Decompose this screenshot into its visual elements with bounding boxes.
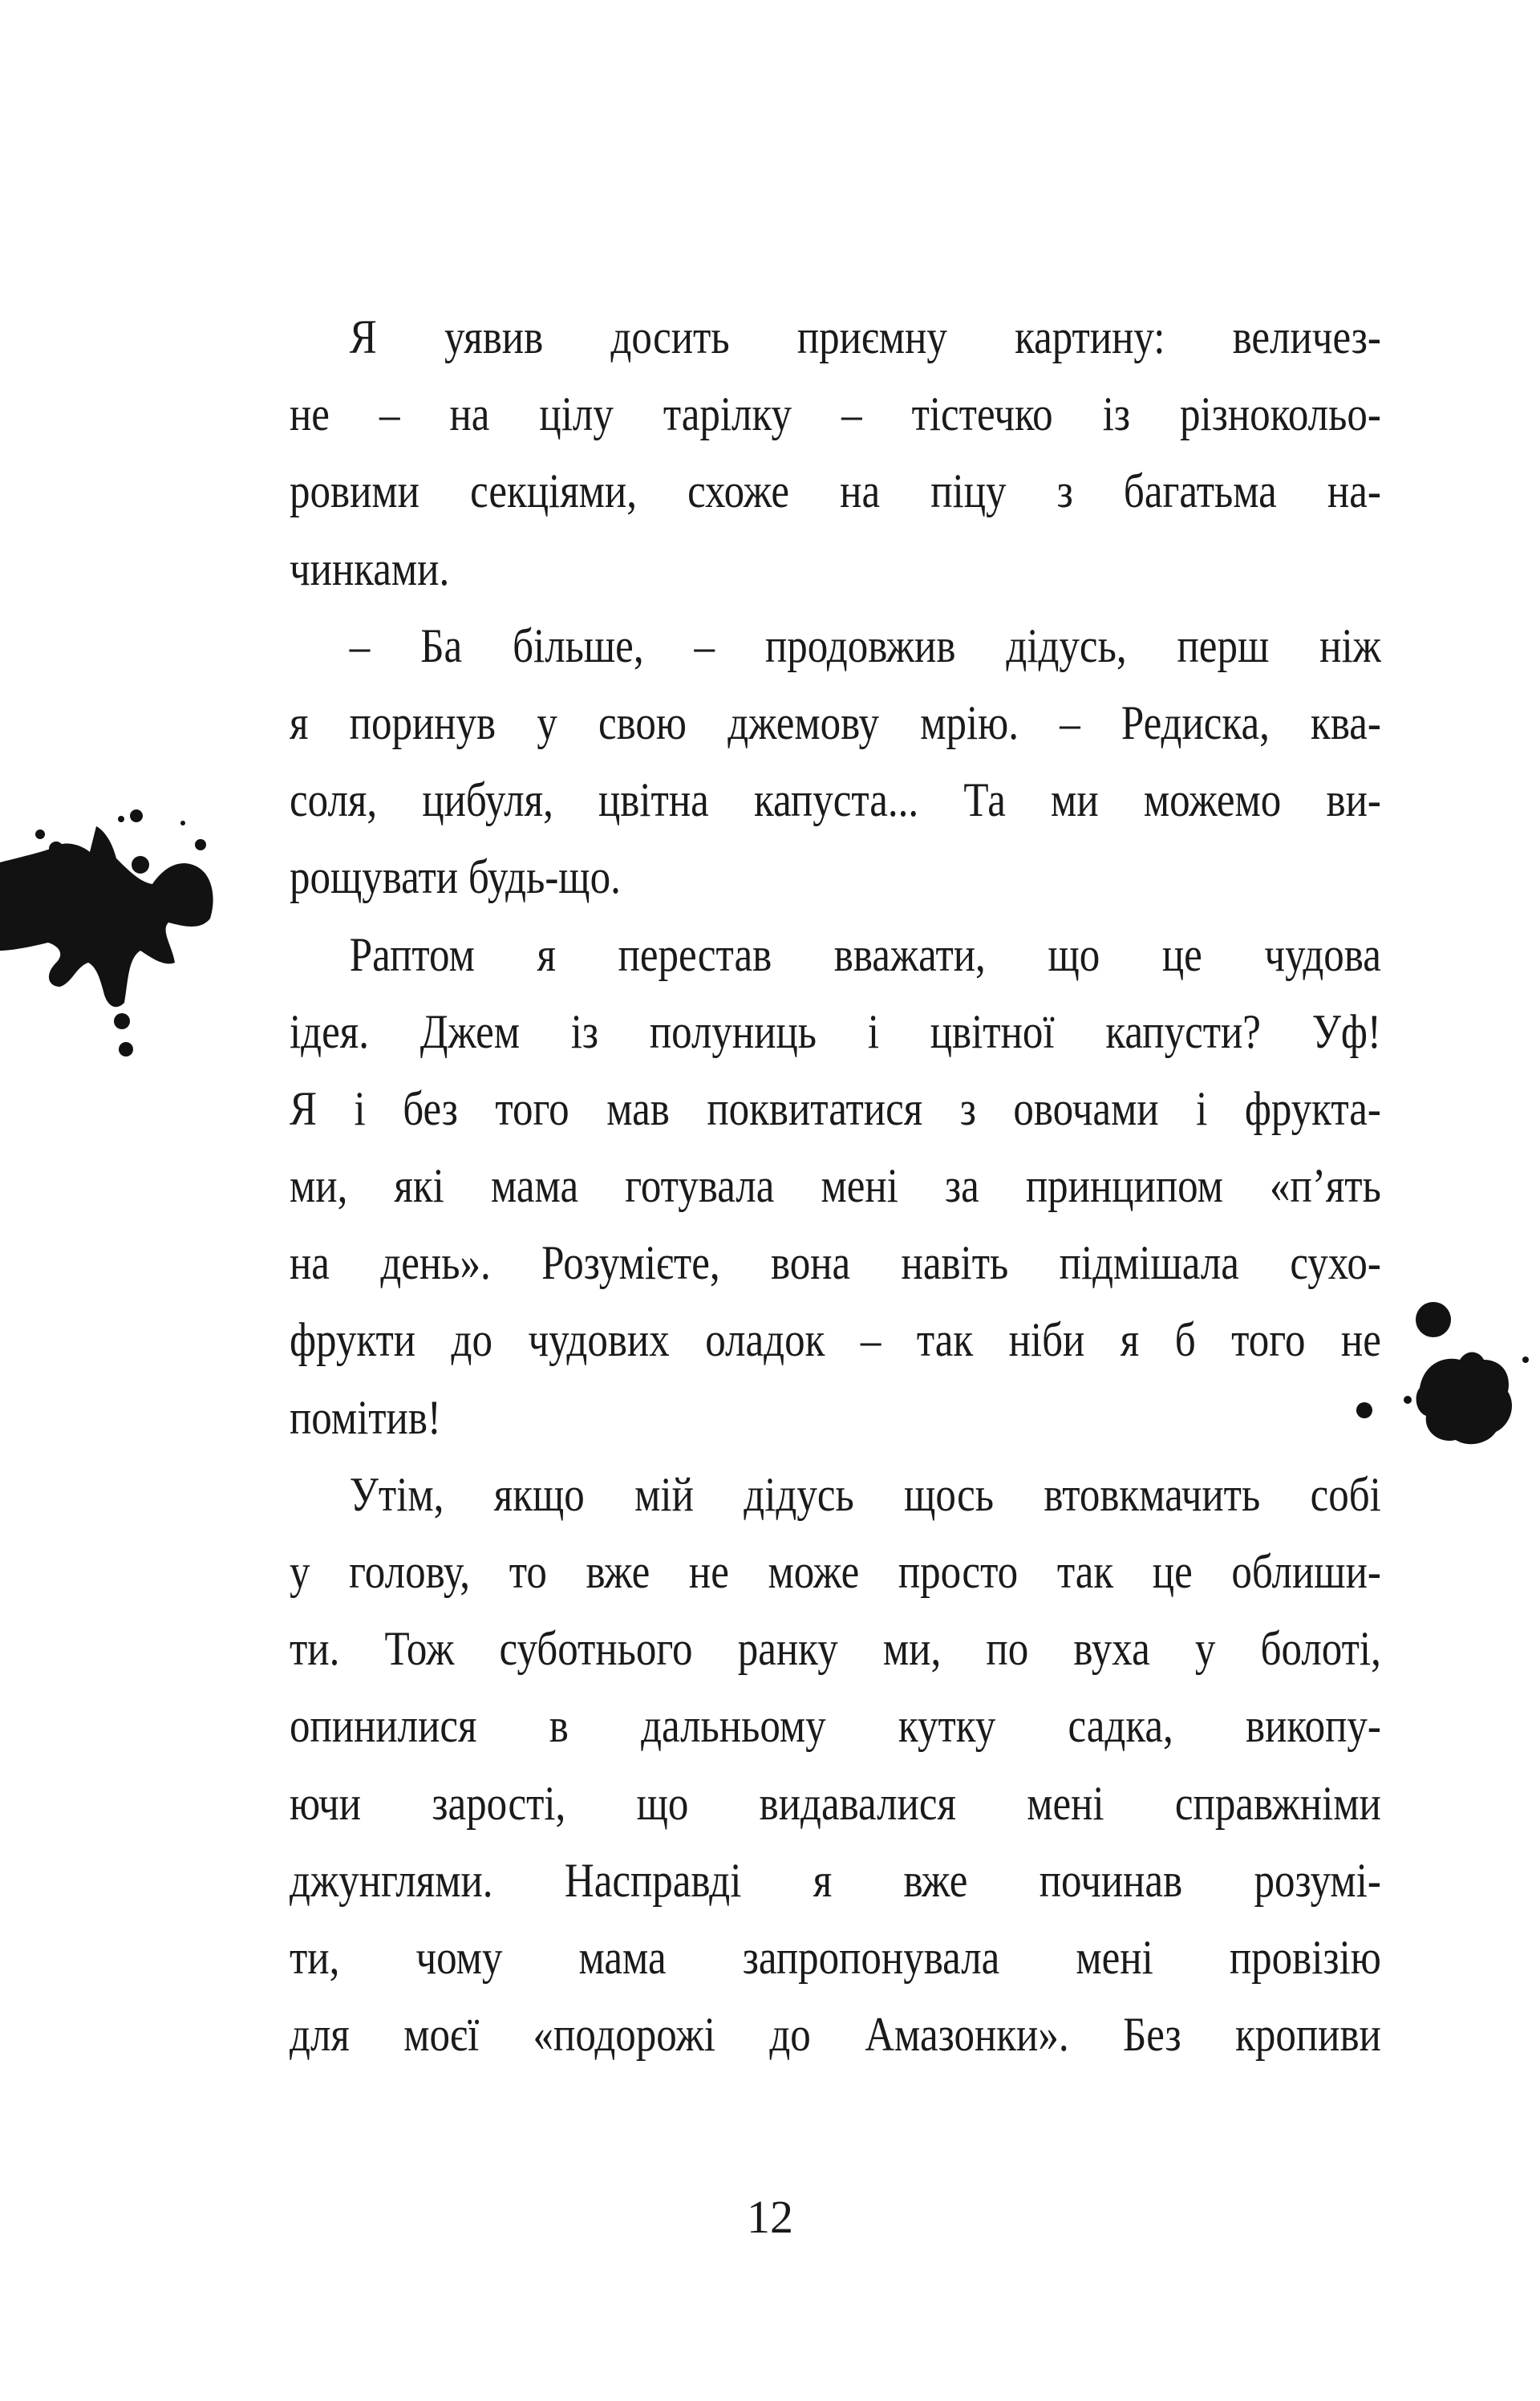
text-line: Раптом я перестав вважати, що це чудова [349, 927, 1381, 981]
text-line: Утім, якщо мій дідусь щось втовкмачить собі [349, 1467, 1381, 1521]
text-line: не – на цілу тарілку – тістечко із різнокольо- [290, 387, 1381, 441]
text-line: Я і без того мав поквитатися з овочами і фрукта- [290, 1081, 1381, 1135]
text-line: ми, які мама готувала мені за принципом «п’ять [290, 1159, 1381, 1213]
text-line: у голову, то вже не може просто так це облиши- [290, 1545, 1381, 1598]
text-line: на день». Розумієте, вона навіть підмішала сухо- [290, 1236, 1381, 1290]
body-text [290, 298, 1381, 2073]
text-line: ючи зарості, що видавалися мені справжніми [290, 1776, 1381, 1830]
ink-splat-left-icon [0, 794, 241, 1083]
text-line: ти, чому мама запропонувала мені провізію [290, 1930, 1381, 1984]
text-line: опинилися в дальньому кутку садка, викопу- [290, 1699, 1381, 1753]
text-line: – Ба більше, – продовжив дідусь, перш ніж [349, 619, 1381, 672]
text-line: фрукти до чудових оладок – так ніби я б того не [290, 1313, 1381, 1367]
text-line: я поринув у свою джемову мрію. – Редиска, ква- [290, 696, 1381, 749]
text-line: чинками. [290, 541, 450, 595]
text-line: для моєї «подорожі до Амазонки». Без кропиви [290, 2008, 1381, 2062]
text-line: рощувати будь-що. [290, 850, 621, 904]
text-line: соля, цибуля, цвітна капуста... Та ми можемо ви- [290, 773, 1381, 827]
text-line: джунглями. Насправді я вже починав розумі- [290, 1853, 1381, 1907]
text-line: ідея. Джем із полуниць і цвітної капусти? Уф! [290, 1004, 1381, 1058]
text-line: ти. Тож суботнього ранку ми, по вуха у болоті, [290, 1622, 1381, 1676]
text-line: Я уявив досить приємну картину: величез- [349, 310, 1381, 363]
page-number: 12 [747, 2191, 793, 2243]
text-line: помітив! [290, 1390, 441, 1444]
text-line: ровими секціями, схоже на піцу з багатьма на- [290, 464, 1381, 518]
